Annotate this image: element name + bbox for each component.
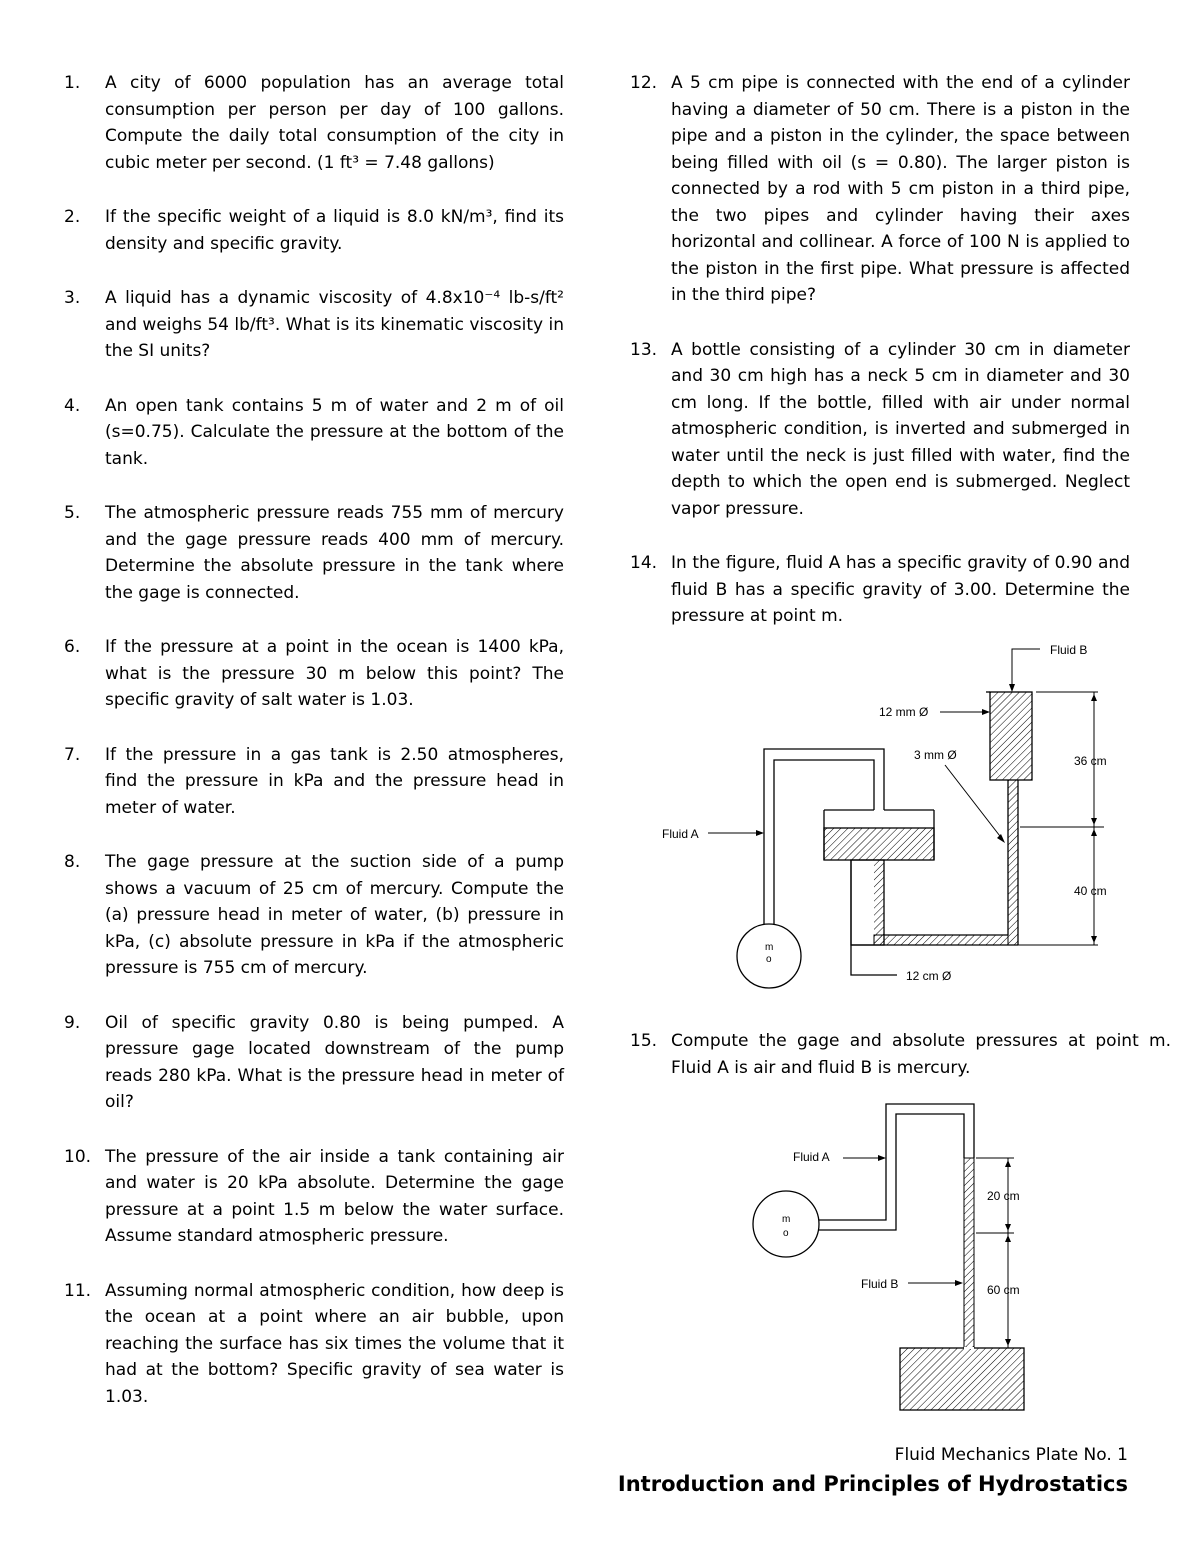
problem-text: In the figure, fluid A has a specific gravity of 0.90 and fluid B has a specific gravity of 3.00. Determine the pressure at point m. [671,553,1130,626]
problem-15 [630,1028,1171,1081]
label-36cm: 36 cm [1074,754,1107,768]
label-fluid-b: Fluid B [1050,643,1088,657]
problem-number: 3. [64,288,81,308]
plate-number: Fluid Mechanics Plate No. 1 [894,1445,1128,1465]
right-column [630,70,1130,658]
problem-number: 8. [64,852,81,872]
problem-13 [630,337,1130,523]
label-3mm-dia: 3 mm Ø [914,748,957,762]
problem-number: 9. [64,1012,81,1033]
problem-text: If the specific weight of a liquid is 8.0 kN/m³, find its density and specific gravity. [105,207,564,254]
problem-text: A 5 cm pipe is connected with the end of a cylinder having a diameter of 50 cm. There is a piston in the pipe and a piston in the cylinder, the space between being filled with oil (s = 0.80). The larger piston is connected by a rod with 5 cm piston in a third pipe, the two pipes and cylinder having their axes horizontal and collinear. A force of 100 N is applied to the piston in the first pipe. What pressure is affected in the third pipe? [671,73,1130,305]
problem-number: 10. [64,1146,92,1167]
problem-number: 11. [64,1280,92,1301]
problem-number: 15. [630,1031,658,1051]
label-12mm-dia: 12 mm Ø [879,705,929,719]
figure-15-manometer [740,1098,1050,1416]
problem-10 [64,1144,564,1250]
problem-7 [64,742,564,822]
label-point-m: m [765,942,774,953]
problem-number: 14. [630,553,658,573]
label-fluid-b: Fluid B [861,1277,899,1291]
problem-8 [64,849,564,982]
problem-14 [630,550,1130,630]
problem-3 [64,285,564,365]
problem-text: The pressure of the air inside a tank containing air and water is 20 kPa absolute. Determine the gage pressure at a point 1.5 m below the water surface. Assume standard atmospheric pressure. [105,1146,564,1246]
problem-text: If the pressure in a gas tank is 2.50 atmospheres, find the pressure in kPa and the pressure head in meter of water. [105,744,564,818]
problem-text: A bottle consisting of a cylinder 30 cm in diameter and 30 cm high has a neck 5 cm in diameter and 30 cm long. If the bottle, filled with air under normal atmospheric condition, is inverted and submerged in water until the neck is just filled with water, find the depth to which the open end is submerged. Neglect vapor pressure. [671,339,1130,519]
label-point-o: o [783,1228,789,1239]
problem-2 [64,204,564,257]
label-point-m: m [782,1214,791,1225]
problem-1 [64,70,564,176]
figure-14-manometer [640,636,1140,998]
fluid-b-layer [824,828,934,860]
problem-6 [64,634,564,714]
problem-text: Compute the gage and absolute pressures at point m. Fluid A is air and fluid B is mercury. [671,1031,1171,1078]
problem-12 [630,70,1130,309]
label-fluid-a: Fluid A [793,1150,830,1164]
label-20cm: 20 cm [987,1189,1020,1203]
problem-text: A liquid has a dynamic viscosity of 4.8x10⁻⁴ lb-s/ft² and weighs 54 lb/ft³. What is its kinematic viscosity in the SI units? [105,288,564,361]
problem-number: 6. [64,637,81,657]
problem-9 [64,1010,564,1116]
label-fluid-a: Fluid A [662,827,699,841]
left-column [64,70,564,1438]
label-12cm-dia: 12 cm Ø [906,969,952,983]
label-40cm: 40 cm [1074,884,1107,898]
problem-text: A city of 6000 population has an average total consumption per person per day of 100 gallons. Compute the daily total consumption of the city in cubic meter per second. (1 ft³ = 7.48 gallons) [105,73,564,173]
problem-4 [64,393,564,473]
problem-text: Assuming normal atmospheric condition, how deep is the ocean at a point where an air bubble, upon reaching the surface has six times the volume that it had at the bottom? Specific gravity of sea water is 1.03. [105,1280,564,1407]
problem-number: 13. [630,339,658,360]
problem-text: If the pressure at a point in the ocean is 1400 kPa, what is the pressure 30 m below this point? The specific gravity of salt water is 1.03. [105,637,564,710]
problem-5 [64,500,564,606]
problem-11 [64,1278,564,1411]
problem-number: 12. [630,73,658,93]
problem-number: 7. [64,744,81,765]
problem-text: An open tank contains 5 m of water and 2 m of oil (s=0.75). Calculate the pressure at the bottom of the tank. [105,395,564,469]
page-title: Introduction and Principles of Hydrostatics [617,1472,1128,1496]
problem-number: 1. [64,73,81,93]
problem-text: The atmospheric pressure reads 755 mm of mercury and the gage pressure reads 400 mm of mercury. Determine the absolute pressure in the tank where the gage is connected. [105,503,564,603]
problem-number: 4. [64,395,81,416]
problem-text: The gage pressure at the suction side of a pump shows a vacuum of 25 cm of mercury. Compute the (a) pressure head in meter of water, (b) pressure in kPa, (c) absolute pressure in kPa if the atmospheric pressure is 755 cm of mercury. [105,852,564,978]
problem-number: 5. [64,503,81,523]
problem-number: 2. [64,207,81,227]
problem-text: Oil of specific gravity 0.80 is being pumped. A pressure gage located downstream of the pump reads 280 kPa. What is the pressure head in meter of oil? [105,1012,564,1112]
label-point-o: o [766,954,772,965]
label-60cm: 60 cm [987,1283,1020,1297]
